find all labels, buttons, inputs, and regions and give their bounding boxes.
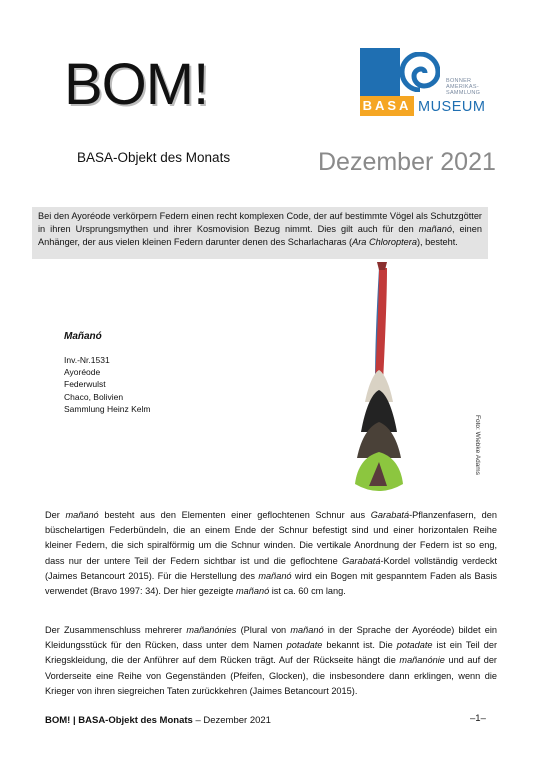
logo-museum: MUSEUM bbox=[418, 99, 486, 115]
footer-text: BOM! | BASA-Objekt des Monats – Dezember 2021 bbox=[45, 715, 271, 726]
object-group: Ayoréode bbox=[64, 367, 101, 378]
object-name: Mañanó bbox=[64, 331, 102, 342]
logo-blue-block bbox=[360, 48, 400, 96]
page-title: BOM! bbox=[64, 52, 209, 117]
object-collection: Sammlung Heinz Kelm bbox=[64, 403, 151, 414]
inventory-number: Inv.-Nr.1531 bbox=[64, 355, 110, 365]
body-paragraph-2: Der Zusammenschluss mehrerer mañanónies (Plural von mañanó in der Sprache der Ayoréode) bildet ein Kleidungsstück für den Rücken, dass unter dem Namen potadate bekannt ist. Die potadate ist ein Teil der Kriegskleidung, die der Anführer auf dem Rücken trägt. Auf der Rückseite hängt die mañanónie und auf der Vorderseite eine Reihe von Gegenständen (Pfeifen, Glocken), die insbesondere dann erklingen, wenn die Krieger von ihren siegreichen Taten zurückkehren (Jaimes Betancourt 2015). bbox=[45, 625, 498, 696]
logo-small-text: BONNER AMERIKAS-SAMMLUNG bbox=[446, 78, 481, 96]
object-type: Federwulst bbox=[64, 379, 106, 390]
page-number: –1– bbox=[470, 713, 486, 724]
object-place: Chaco, Bolivien bbox=[64, 391, 124, 402]
logo-swirl-icon bbox=[400, 52, 440, 92]
issue-date: Dezember 2021 bbox=[318, 148, 496, 176]
intro-box: Bei den Ayoréode verkörpern Federn einen recht komplexen Code, der auf bestimmte Vögel als Schutzgötter in ihren Ursprungsmythen und ihrer Kosmovision Bezug nimmt. Dies gilt auch für den mañanó, einen Anhänger, der aus vielen kleinen Federn darunter denen des Scharlacharas (Ara Chloroptera), besteht. bbox=[32, 207, 488, 259]
page-subtitle: BASA-Objekt des Monats bbox=[77, 150, 231, 165]
body-paragraph-1: Der mañanó besteht aus den Elementen einer geflochtenen Schnur aus Garabatá-Pflanzenfasern, den büschelartigen Federbündeln, die an einem Ende der Schnur befestigt sind und einer horizontalen Reihe kleiner Federn, die sich spiralförmig um die Schnur winden. Die vertikale Anordnung der Federn ist so eng, dass nur der untere Teil der Federn sichtbar ist und die geflochtene Garabatá-Kordel vollständig verdeckt (Jaimes Betancourt 2015). Für die Herstellung des mañanó wird ein Bogen mit gespanntem Faden als Basis verwendet (Bravo 1997: 34). Der hier gezeigte mañanó ist ca. 60 cm lang. bbox=[45, 510, 497, 597]
logo-basa: BASA bbox=[360, 96, 414, 116]
photo-credit: Foto: Wiebke Adams bbox=[474, 415, 481, 475]
object-photo bbox=[317, 262, 495, 498]
object-metadata bbox=[64, 354, 150, 415]
basa-museum-logo bbox=[360, 48, 500, 120]
